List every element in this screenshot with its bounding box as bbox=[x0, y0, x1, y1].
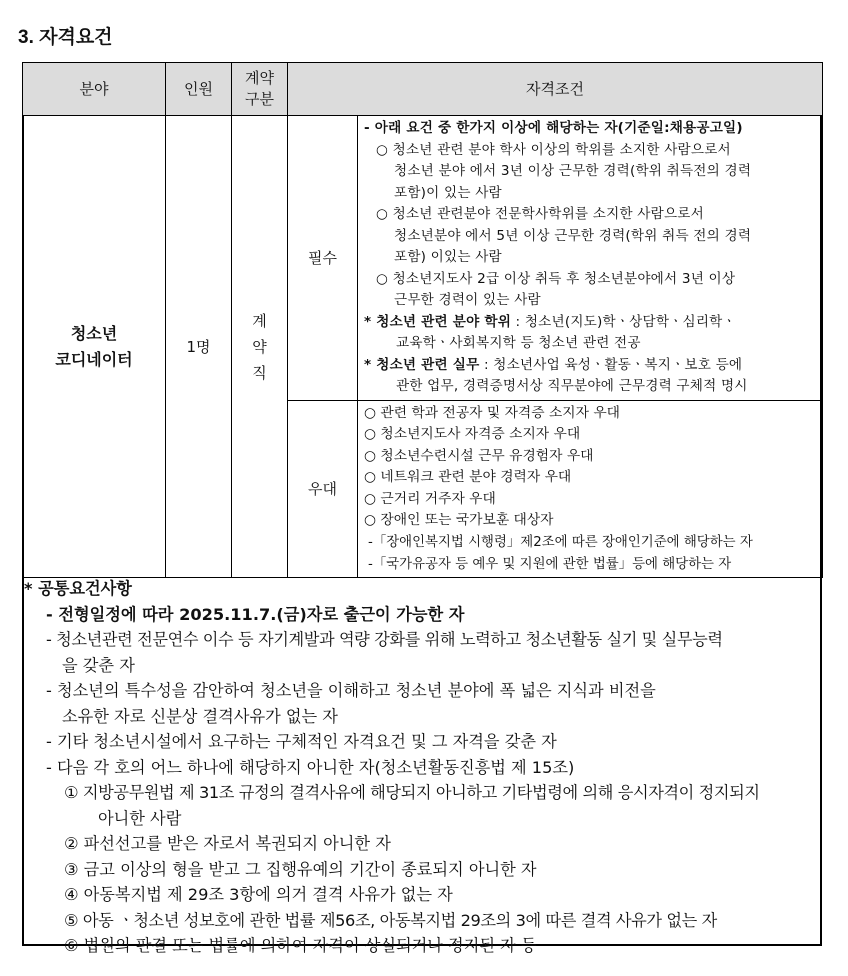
preferred-sub-item: -「장애인복지법 시행령」제2조에 따른 장애인기준에 해당하는 자 bbox=[368, 535, 753, 551]
practice-note-cont: 관한 업무, 경력증명서상 직무분야에 근무경력 구체적 명시 bbox=[396, 378, 748, 394]
numbered-item: ⑤ 아동 ㆍ청소년 성보호에 관한 법률 제56조, 아동복지법 29조의 3에 따른 결격 사유가 없는 자 bbox=[64, 910, 717, 930]
practice-note-label: * 청소년 관련 실무 bbox=[364, 356, 480, 373]
header-contract-type-line1: 계약 bbox=[245, 69, 274, 87]
common-item: - 다음 각 호의 어느 하나에 해당하지 아니한 자(청소년활동진흥법 제 15조) bbox=[46, 757, 575, 777]
required-item-cont: 포함)이 있는 사람 bbox=[394, 184, 502, 201]
common-item: - 기타 청소년시설에서 요구하는 구체적인 자격요건 및 그 자격을 갖춘 자 bbox=[46, 732, 557, 751]
common-title: * 공통요건사항 bbox=[24, 579, 132, 598]
degree-note-cont: 교육학ㆍ사회복지학 등 청소년 관련 전공 bbox=[396, 335, 641, 351]
common-item-cont: 을 갖춘 자 bbox=[62, 655, 135, 675]
common-item-start-date: - 전형일정에 따라 2025.11.7.(금)자로 출근이 가능한 자 bbox=[46, 604, 465, 624]
numbered-item-cont: 아니한 사람 bbox=[98, 808, 182, 828]
required-item-cont: 청소년분야 에서 5년 이상 근무한 경력(학위 취득 전의 경력 bbox=[394, 227, 752, 244]
contract-type-char: 약 bbox=[252, 337, 267, 356]
field-name-line2: 코디네이터 bbox=[55, 349, 133, 369]
table-header-row bbox=[23, 63, 823, 116]
header-conditions: 자격조건 bbox=[288, 63, 823, 116]
headcount-cell: 1명 bbox=[166, 116, 232, 578]
practice-note bbox=[364, 355, 822, 377]
required-item: ○ 청소년 관련분야 전문학사학위를 소지한 사람으로서 bbox=[376, 206, 704, 222]
header-headcount: 인원 bbox=[166, 63, 232, 116]
preferred-item: ○ 관련 학과 전공자 및 자격증 소지자 우대 bbox=[364, 404, 620, 421]
required-item-cont: 청소년 분야 에서 3년 이상 근무한 경력(학위 취득전의 경력 bbox=[394, 163, 752, 179]
contract-type-char: 직 bbox=[252, 363, 267, 382]
common-item-cont: 소유한 자로 신분상 결격사유가 없는 자 bbox=[62, 706, 338, 726]
degree-note-text: : 청소년(지도)학ㆍ상담학ㆍ심리학ㆍ bbox=[511, 313, 736, 330]
preferred-item: ○ 네트워크 관련 분야 경력자 우대 bbox=[364, 469, 572, 486]
required-item: ○ 청소년지도사 2급 이상 취득 후 청소년분야에서 3년 이상 bbox=[376, 270, 736, 287]
numbered-item: ⑥ 법원의 판결 또는 법률에 의하여 자격이 상실되거나 정지된 자 등 bbox=[64, 936, 537, 955]
header-contract-type bbox=[232, 63, 288, 116]
preferred-item: ○ 근거리 거주자 우대 bbox=[364, 490, 496, 507]
preferred-item: ○ 장애인 또는 국가보훈 대상자 bbox=[364, 512, 554, 529]
required-item-cont: 포함) 이있는 사람 bbox=[394, 249, 502, 265]
degree-note bbox=[364, 312, 822, 334]
practice-note-text: : 청소년사업 육성ㆍ활동ㆍ복지ㆍ보호 등에 bbox=[479, 356, 743, 373]
contract-type-cell bbox=[232, 116, 288, 578]
contract-type-char: 계 bbox=[252, 311, 267, 330]
preferred-item: ○ 청소년수련시설 근무 유경험자 우대 bbox=[364, 447, 594, 464]
field-name-line1: 청소년 bbox=[70, 323, 118, 343]
common-requirements bbox=[24, 576, 820, 959]
numbered-item: ② 파선선고를 받은 자로서 복권되지 아니한 자 bbox=[64, 834, 391, 853]
common-item: - 청소년의 특수성을 감안하여 청소년을 이해하고 청소년 분야에 폭 넓은 지식과 비전을 bbox=[46, 681, 656, 700]
preferred-sub-item: -「국가유공자 등 예우 및 지원에 관한 법률」등에 해당하는 자 bbox=[368, 556, 732, 572]
numbered-item: ③ 금고 이상의 형을 받고 그 집행유예의 기간이 종료되지 아니한 자 bbox=[64, 859, 537, 879]
section-title: 3. 자격요건 bbox=[18, 27, 113, 48]
numbered-item: ① 지방공무원법 제 31조 규정의 결격사유에 해당되지 아니하고 기타법령에 의해 응시자격이 정지되지 bbox=[64, 783, 760, 802]
preferred-item: ○ 청소년지도사 자격증 소지자 우대 bbox=[364, 426, 581, 443]
field-cell bbox=[23, 116, 166, 578]
degree-note-label: * 청소년 관련 분야 학위 bbox=[364, 313, 512, 330]
preferred-label: 우대 bbox=[288, 400, 358, 578]
table-row bbox=[23, 116, 823, 401]
numbered-item: ④ 아동복지법 제 29조 3항에 의거 결격 사유가 없는 자 bbox=[64, 885, 453, 904]
header-contract-type-line2: 구분 bbox=[245, 90, 274, 108]
qualification-table bbox=[22, 62, 823, 578]
required-conditions bbox=[358, 116, 823, 401]
preferred-conditions bbox=[358, 400, 823, 578]
required-label: 필수 bbox=[288, 116, 358, 401]
required-intro: - 아래 요건 중 한가지 이상에 해당하는 자(기준일:채용공고일) bbox=[364, 120, 743, 136]
required-item-cont: 근무한 경력이 있는 사람 bbox=[394, 292, 541, 308]
header-field: 분야 bbox=[23, 63, 166, 116]
common-item: - 청소년관련 전문연수 이수 등 자기계발과 역량 강화를 위해 노력하고 청소년활동 실기 및 실무능력 bbox=[46, 630, 723, 649]
required-item: ○ 청소년 관련 분야 학사 이상의 학위를 소지한 사람으로서 bbox=[376, 141, 731, 158]
